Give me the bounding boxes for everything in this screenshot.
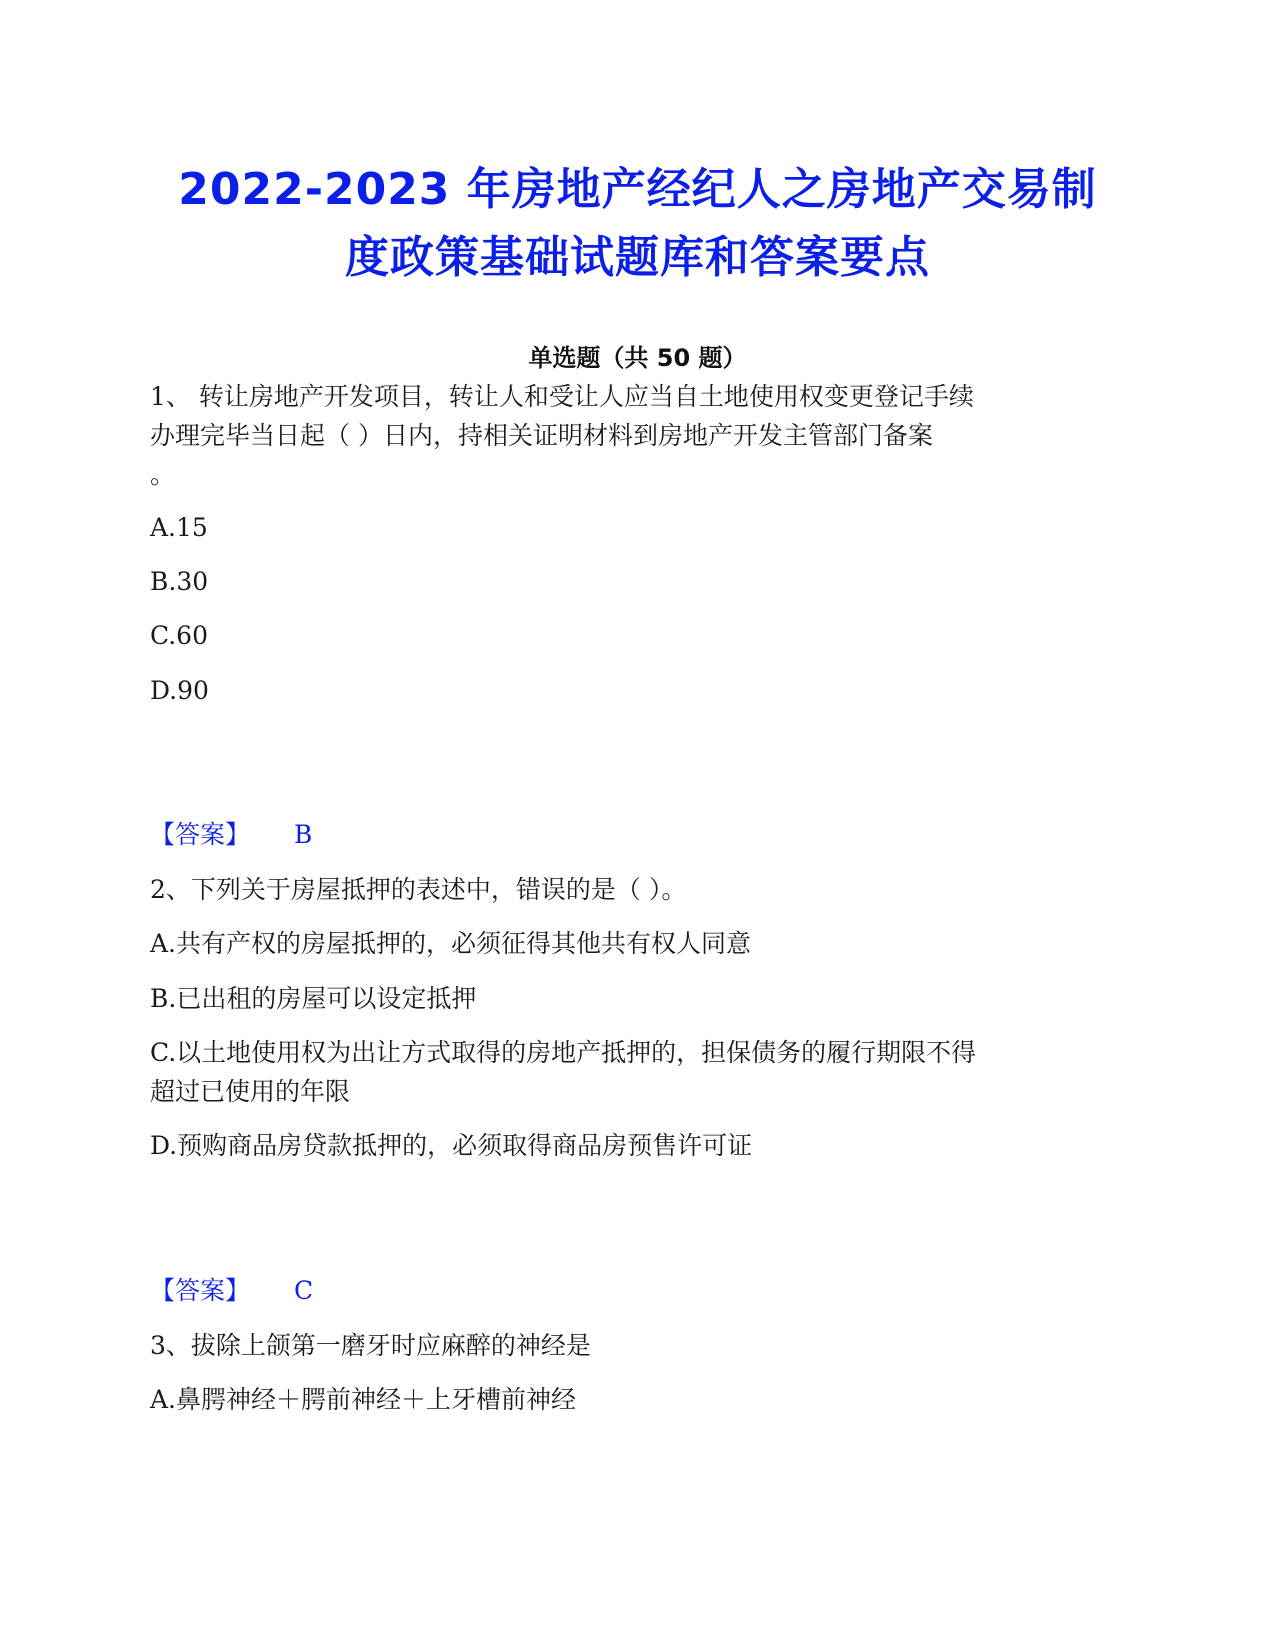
question-3-option-a: A.鼻腭神经＋腭前神经＋上牙槽前神经 — [150, 1385, 577, 1414]
question-1-line-2: 办理完毕当日起（ ）日内，持相关证明材料到房地产开发主管部门备案 — [150, 421, 933, 450]
question-2-line-1: 2、下列关于房屋抵押的表述中，错误的是（ ）。 — [150, 875, 687, 904]
question-2-option-d: D.预购商品房贷款抵押的，必须取得商品房预售许可证 — [150, 1131, 753, 1160]
question-1-line-3: 。 — [150, 460, 176, 489]
answer-label: 【答案】 — [150, 1276, 251, 1305]
question-1-option-b: B.30 — [150, 567, 209, 596]
answer-value: C — [294, 1276, 314, 1305]
question-3-line-1: 3、拔除上颌第一磨牙时应麻醉的神经是 — [150, 1331, 591, 1360]
answer-label: 【答案】 — [150, 820, 251, 849]
question-2-option-b: B.已出租的房屋可以设定抵押 — [150, 984, 477, 1013]
answer-value: B — [294, 820, 313, 849]
question-1-option-d: D.90 — [150, 676, 209, 705]
question-1-line-1: 1、 转让房地产开发项目，转让人和受让人应当自土地使用权变更登记手续 — [150, 382, 974, 411]
question-1-answer — [150, 820, 312, 850]
document-title-line-1: 2022-2023 年房地产经纪人之房地产交易制 — [178, 164, 1097, 215]
question-2-option-a: A.共有产权的房屋抵押的，必须征得其他共有权人同意 — [150, 929, 752, 958]
document-title-line-2: 度政策基础试题库和答案要点 — [345, 232, 930, 283]
question-1-option-a: A.15 — [150, 513, 208, 542]
question-2-option-c-cont: 超过已使用的年限 — [150, 1077, 351, 1106]
question-2-answer — [150, 1276, 313, 1306]
question-2-option-c: C.以土地使用权为出让方式取得的房地产抵押的，担保债务的履行期限不得 — [150, 1038, 977, 1067]
question-1-option-c: C.60 — [150, 621, 208, 650]
section-heading: 单选题（共 50 题） — [528, 344, 747, 372]
